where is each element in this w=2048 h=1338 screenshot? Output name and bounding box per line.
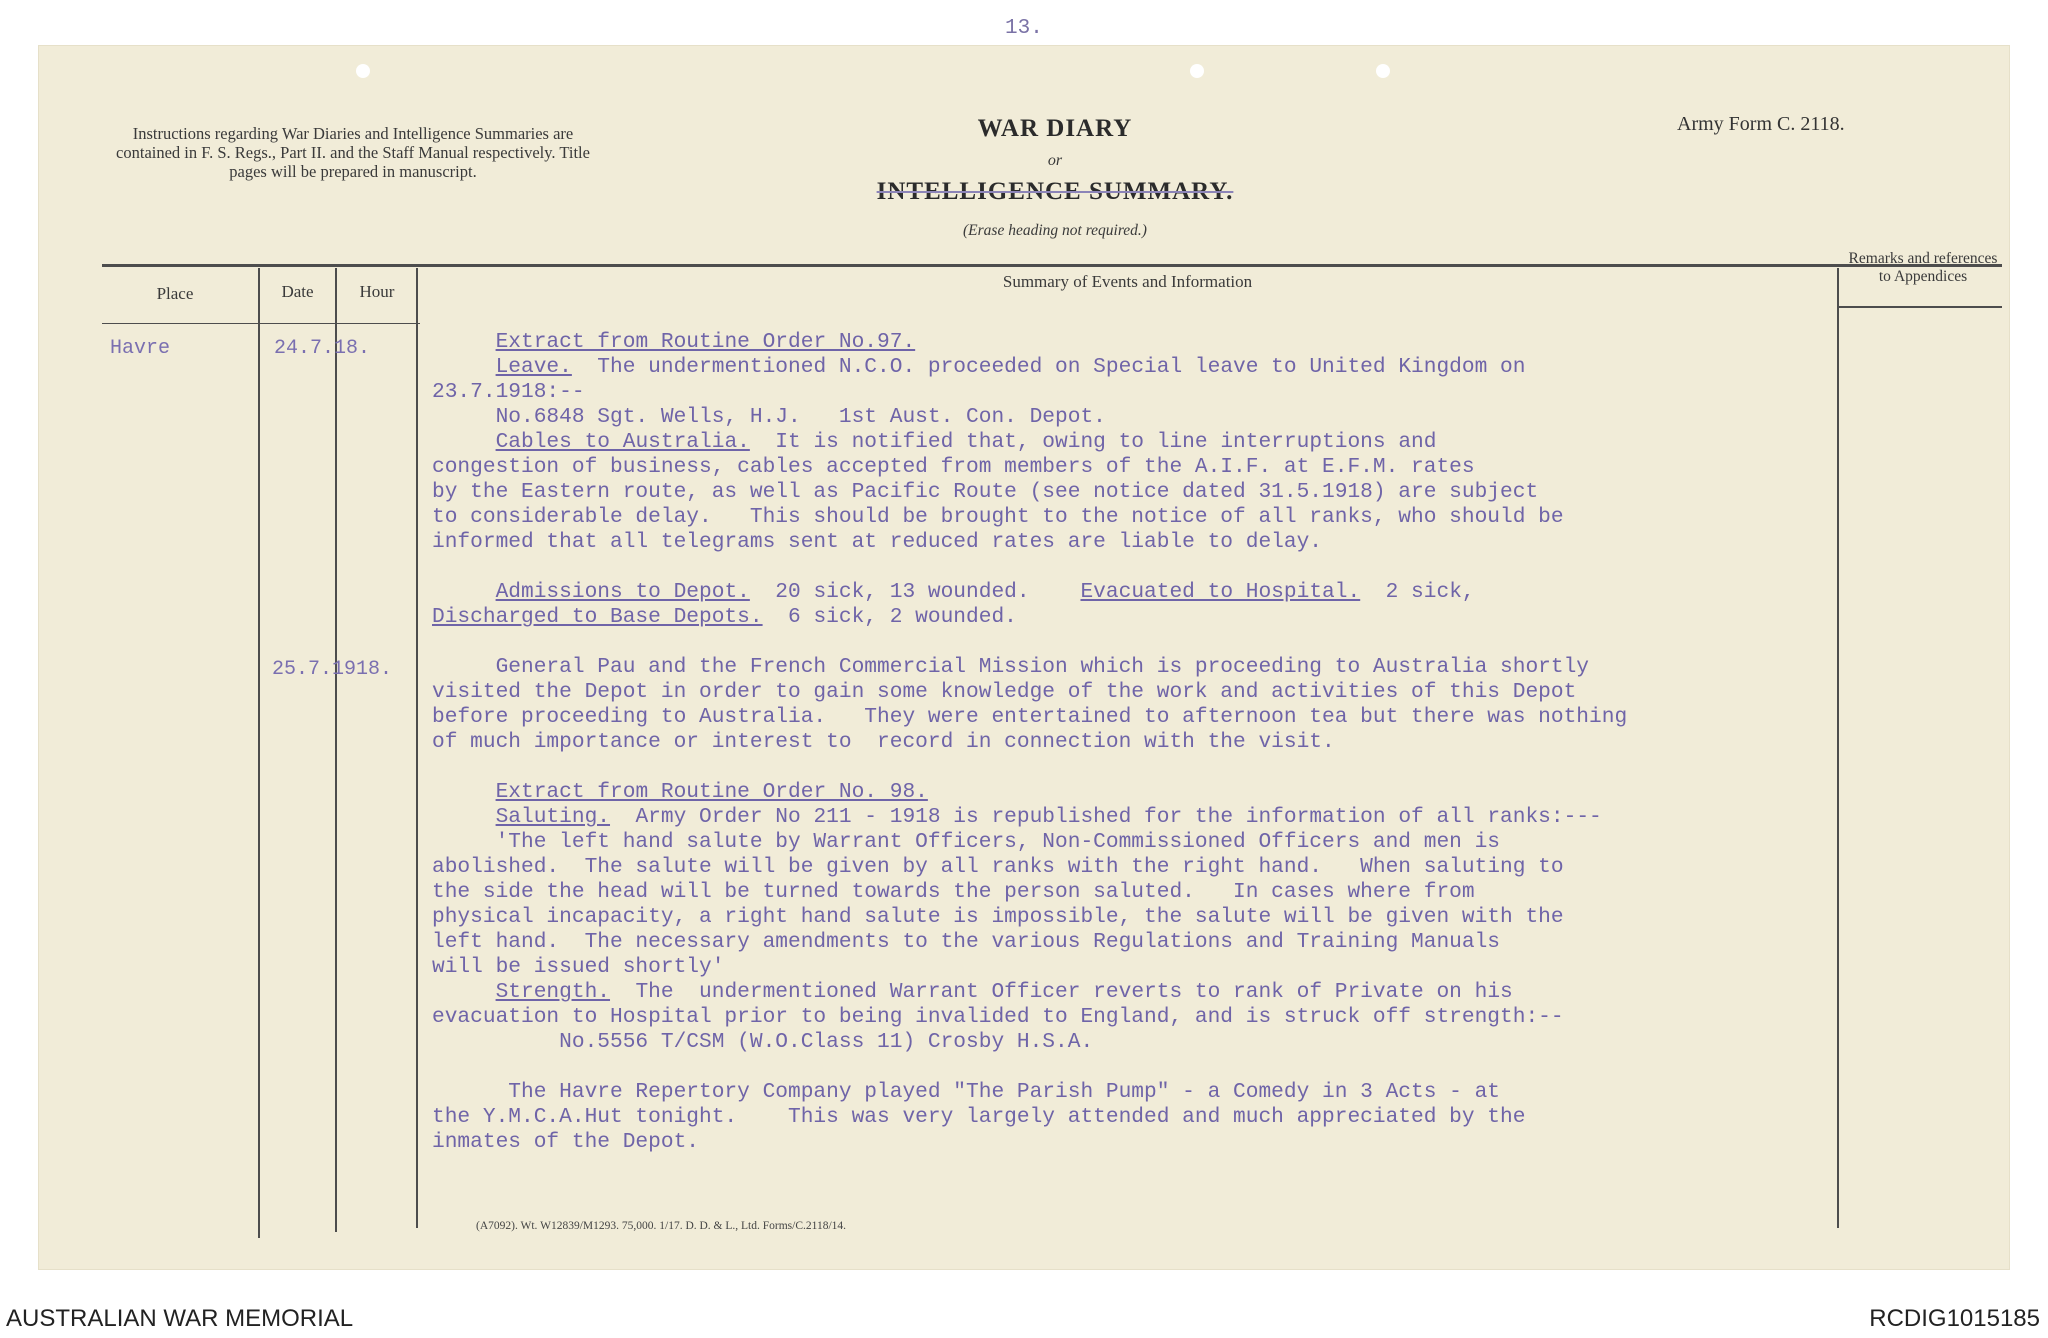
diary-line: No.5556 T/CSM (W.O.Class 11) Crosby H.S.A. — [432, 1030, 1094, 1054]
diary-line: Admissions to Depot. 20 sick, 13 wounded. Evacuated to Hospital. 2 sick, — [495, 580, 1475, 604]
diary-line: Cables to Australia. It is notified that, owing to line interruptions and — [495, 430, 1437, 454]
diary-line: left hand. The necessary amendments to the various Regulations and Training Manuals — [432, 930, 1501, 954]
diary-line: by the Eastern route, as well as Pacific Route (see notice dated 31.5.1918) are subject — [432, 480, 1539, 504]
diary-line: Saluting. Army Order No 211 - 1918 is republished for the information of all ranks:--- — [495, 805, 1602, 829]
punch-hole — [1376, 64, 1390, 78]
column-date: Date — [281, 282, 314, 301]
punch-hole — [356, 64, 370, 78]
form-subtitle: INTELLIGENCE SUMMARY. — [876, 178, 1234, 205]
diary-line — [432, 555, 1842, 580]
diary-line: congestion of business, cables accepted from members of the A.I.F. at E.F.M. rates — [432, 455, 1475, 479]
diary-line: informed that all telegrams sent at reduced rates are liable to delay. — [432, 530, 1323, 554]
form-title: WAR DIARY — [977, 115, 1133, 142]
diary-line: No.6848 Sgt. Wells, H.J. 1st Aust. Con. Depot. — [432, 405, 1106, 429]
diary-line: will be issued shortly' — [432, 955, 725, 979]
archive-reference: RCDIG1015185 — [1869, 1305, 2040, 1332]
diary-line: Extract from Routine Order No.97. — [495, 330, 916, 354]
summary-column-rule — [416, 268, 418, 1228]
diary-line: The Havre Repertory Company played "The Parish Pump" - a Comedy in 3 Acts - at — [432, 1080, 1501, 1104]
form-title-or: or — [1047, 152, 1063, 169]
diary-line: before proceeding to Australia. They were entertained to afternoon tea but there was nothing — [432, 705, 1628, 729]
diary-line: Discharged to Base Depots. 6 sick, 2 wounded. — [432, 605, 1017, 629]
punch-hole — [1190, 64, 1204, 78]
diary-line — [432, 755, 1842, 780]
entry-date-2: 25.7.1918. — [272, 658, 393, 681]
remarks-header-rule — [1838, 306, 2002, 308]
diary-line: evacuation to Hospital prior to being invalided to England, and is struck off strength:-- — [432, 1005, 1564, 1029]
left-header-rule — [102, 323, 420, 324]
diary-line: Strength. The undermentioned Warrant Officer reverts to rank of Private on his — [495, 980, 1513, 1004]
diary-line: of much importance or interest to record in connection with the visit. — [432, 730, 1335, 754]
diary-line: abolished. The salute will be given by all ranks with the right hand. When saluting to — [432, 855, 1564, 879]
hour-column-rule — [335, 268, 337, 1232]
column-remarks: Remarks and references to Appendices — [1848, 250, 1998, 285]
diary-line: the Y.M.C.A.Hut tonight. This was very largely attended and much appreciated by the — [432, 1105, 1526, 1129]
diary-line: Extract from Routine Order No. 98. — [495, 780, 928, 804]
form-print-code: (A7092). Wt. W12839/M1293. 75,000. 1/17. D. D. & L., Ltd. Forms/C.2118/14. — [476, 1220, 847, 1232]
entry-date-1: 24.7.18. — [274, 337, 371, 360]
column-summary: Summary of Events and Information — [1002, 272, 1253, 291]
column-place: Place — [156, 284, 194, 303]
archive-credit: AUSTRALIAN WAR MEMORIAL — [6, 1305, 354, 1332]
date-column-rule — [258, 268, 260, 1238]
diary-line: General Pau and the French Commercial Mission which is proceeding to Australia shortly — [432, 655, 1590, 679]
diary-line: the side the head will be turned towards the person saluted. In cases where from — [432, 880, 1475, 904]
diary-line: visited the Depot in order to gain some knowledge of the work and activities of this Depot — [432, 680, 1577, 704]
table-top-rule — [102, 264, 2002, 267]
diary-line: inmates of the Depot. — [432, 1130, 700, 1154]
entry-place: Havre — [110, 337, 171, 360]
diary-line — [432, 1055, 1842, 1080]
diary-line: to considerable delay. This should be brought to the notice of all ranks, who should be — [432, 505, 1564, 529]
diary-line: 23.7.1918:-- — [432, 380, 585, 404]
page-number: 13. — [1005, 17, 1043, 40]
summary-text — [432, 330, 1842, 1155]
instructions-note: Instructions regarding War Diaries and Intelligence Summaries are contained in F. S. Regs., Part II. and the Staff Manual respectively. Title pages will be prepared in manuscript. — [116, 124, 590, 181]
diary-line: 'The left hand salute by Warrant Officers, Non-Commissioned Officers and men is — [432, 830, 1501, 854]
diary-line: physical incapacity, a right hand salute is impossible, the salute will be given with the — [432, 905, 1564, 929]
column-hour: Hour — [359, 282, 395, 301]
diary-line — [432, 630, 1842, 655]
army-form-number: Army Form C. 2118. — [1677, 113, 1845, 135]
diary-line: Leave. The undermentioned N.C.O. proceeded on Special leave to United Kingdom on — [495, 355, 1526, 379]
erase-note: (Erase heading not required.) — [963, 222, 1147, 239]
